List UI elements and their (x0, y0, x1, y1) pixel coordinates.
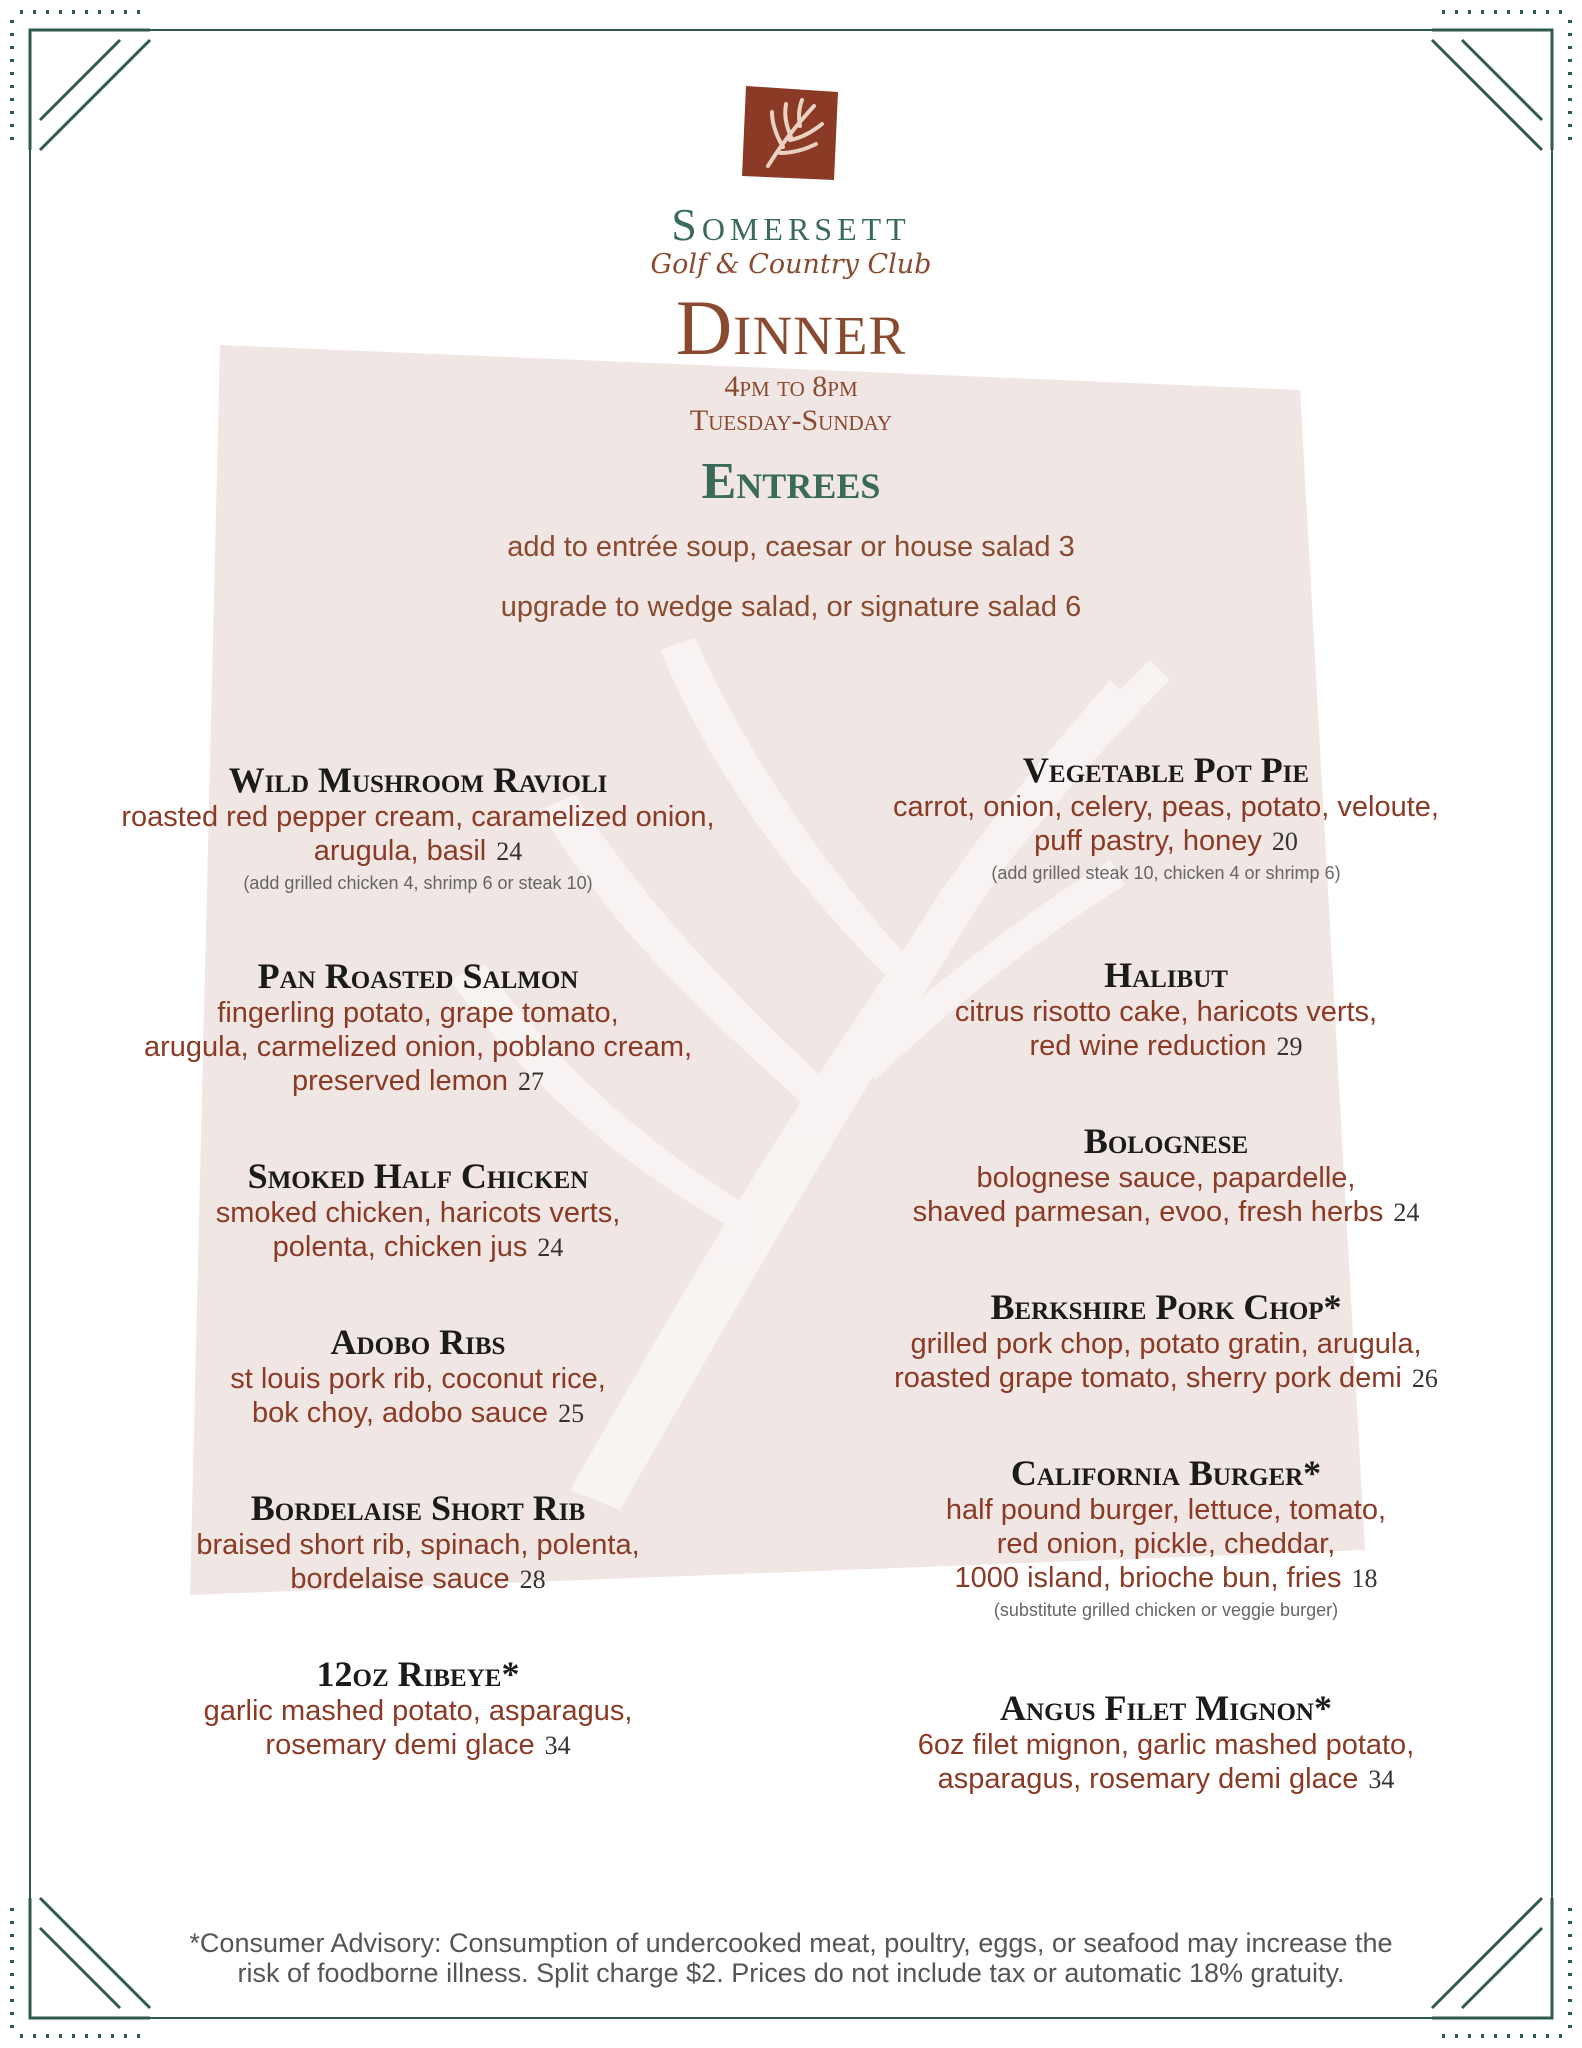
item-desc: garlic mashed potato, asparagus, (203, 1695, 633, 1727)
item-desc-text: arugula, basil (313, 835, 487, 867)
item-desc (786, 1561, 1546, 1596)
item-price: 27 (518, 1067, 544, 1096)
menu-item (786, 1287, 1546, 1396)
menu-column-right (786, 750, 1546, 1854)
item-desc-text: roasted grape tomato, sherry pork demi (894, 1362, 1402, 1394)
menu-column-left (38, 760, 798, 1820)
item-price: 34 (1368, 1765, 1395, 1794)
club-name: Somersett (671, 199, 911, 250)
item-desc: citrus risotto cake, haricots verts, (954, 996, 1378, 1028)
item-desc (38, 1396, 798, 1431)
leaf-tile-icon (736, 80, 846, 190)
addon-upgrade-salad: upgrade to wedge salad, or signature salad 6 (500, 591, 1082, 623)
item-desc-text: 1000 island, brioche bun, fries (954, 1562, 1342, 1594)
section-title: Entrees (701, 453, 881, 510)
item-name: Angus Filet Mignon* (1000, 1688, 1332, 1728)
item-name: Bordelaise Short Rib (250, 1488, 586, 1528)
item-desc (786, 824, 1546, 859)
advisory-line: *Consumer Advisory: Consumption of undercooked meat, poultry, eggs, or seafood may increase the (189, 1928, 1393, 1958)
item-name: Wild Mushroom Ravioli (228, 760, 608, 800)
item-name: Pan Roasted Salmon (257, 956, 579, 996)
item-desc: red onion, pickle, cheddar, (996, 1528, 1336, 1560)
advisory-line: risk of foodborne illness. Split charge $2. Prices do not include tax or automatic 18% gratuity. (237, 1958, 1345, 1988)
menu-item (786, 1453, 1546, 1622)
item-desc: grilled pork chop, potato gratin, arugula, (910, 1328, 1422, 1360)
item-desc: st louis pork rib, coconut rice, (230, 1363, 606, 1395)
menu-item (786, 955, 1546, 1064)
item-desc (38, 1064, 798, 1099)
item-name: Bolognese (1083, 1121, 1249, 1161)
service-hours: 4pm to 8pm (724, 370, 858, 403)
item-desc (786, 1195, 1546, 1230)
consumer-advisory (60, 1928, 1522, 1988)
item-price: 24 (537, 1233, 564, 1262)
menu-item (38, 1322, 798, 1431)
item-desc-text: bordelaise sauce (290, 1563, 510, 1595)
menu-item (38, 956, 798, 1099)
item-desc-text: rosemary demi glace (265, 1729, 535, 1761)
service-days: Tuesday-Sunday (689, 404, 893, 437)
menu-item (786, 1688, 1546, 1797)
item-name: Vegetable Pot Pie (1022, 750, 1310, 790)
item-desc: smoked chicken, haricots verts, (215, 1197, 621, 1229)
item-note: (substitute grilled chicken or veggie burger) (993, 1600, 1339, 1620)
item-price: 28 (519, 1565, 546, 1594)
item-desc-text: bok choy, adobo sauce (251, 1397, 549, 1429)
item-price: 25 (558, 1399, 585, 1428)
item-desc (38, 1728, 798, 1763)
menu-header (0, 80, 1582, 622)
item-name: Smoked Half Chicken (247, 1156, 589, 1196)
item-desc-text: red wine reduction (1029, 1030, 1267, 1062)
item-desc (786, 1361, 1546, 1396)
item-name: California Burger* (1010, 1453, 1322, 1493)
item-name: Berkshire Pork Chop* (990, 1287, 1342, 1327)
item-desc (38, 1562, 798, 1597)
item-desc: half pound burger, lettuce, tomato, (945, 1494, 1387, 1526)
menu-item (38, 1488, 798, 1597)
item-price: 34 (544, 1731, 571, 1760)
item-desc-text: polenta, chicken jus (272, 1231, 528, 1263)
item-desc-text: asparagus, rosemary demi glace (937, 1763, 1359, 1795)
item-desc (38, 834, 798, 869)
item-note: (add grilled steak 10, chicken 4 or shrimp 6) (991, 863, 1341, 883)
menu-item (786, 750, 1546, 885)
item-price: 20 (1271, 827, 1298, 856)
item-name: Adobo Ribs (330, 1322, 506, 1362)
item-desc: 6oz filet mignon, garlic mashed potato, (917, 1729, 1415, 1761)
menu-title: Dinner (675, 284, 907, 371)
item-price: 24 (496, 837, 523, 866)
item-desc: arugula, carmelized onion, poblano cream, (143, 1031, 693, 1063)
item-price: 24 (1393, 1198, 1420, 1227)
item-desc (786, 1029, 1546, 1064)
item-price: 26 (1411, 1364, 1438, 1393)
menu-item (38, 760, 798, 895)
item-desc: carrot, onion, celery, peas, potato, veloute, (893, 791, 1439, 823)
item-desc: roasted red pepper cream, caramelized onion, (121, 801, 715, 833)
item-desc: fingerling potato, grape tomato, (217, 997, 619, 1029)
item-note: (add grilled chicken 4, shrimp 6 or steak 10) (243, 873, 593, 893)
item-desc: braised short rib, spinach, polenta, (196, 1529, 640, 1561)
item-name: Halibut (1104, 955, 1228, 995)
club-subtitle: Golf & Country Club (650, 249, 932, 280)
addon-soup-salad: add to entrée soup, caesar or house salad 3 (507, 531, 1075, 563)
menu-item (38, 1156, 798, 1265)
item-desc (786, 1762, 1546, 1797)
item-desc: bolognese sauce, papardelle, (976, 1162, 1356, 1194)
item-desc-text: shaved parmesan, evoo, fresh herbs (912, 1196, 1384, 1228)
menu-item (786, 1121, 1546, 1230)
item-desc (38, 1230, 798, 1265)
item-desc-text: puff pastry, honey (1034, 825, 1262, 857)
menu-item (38, 1654, 798, 1763)
item-price: 18 (1351, 1564, 1378, 1593)
item-price: 29 (1276, 1032, 1303, 1061)
item-name: 12oz Ribeye* (316, 1654, 520, 1694)
item-desc-text: preserved lemon (292, 1065, 508, 1097)
